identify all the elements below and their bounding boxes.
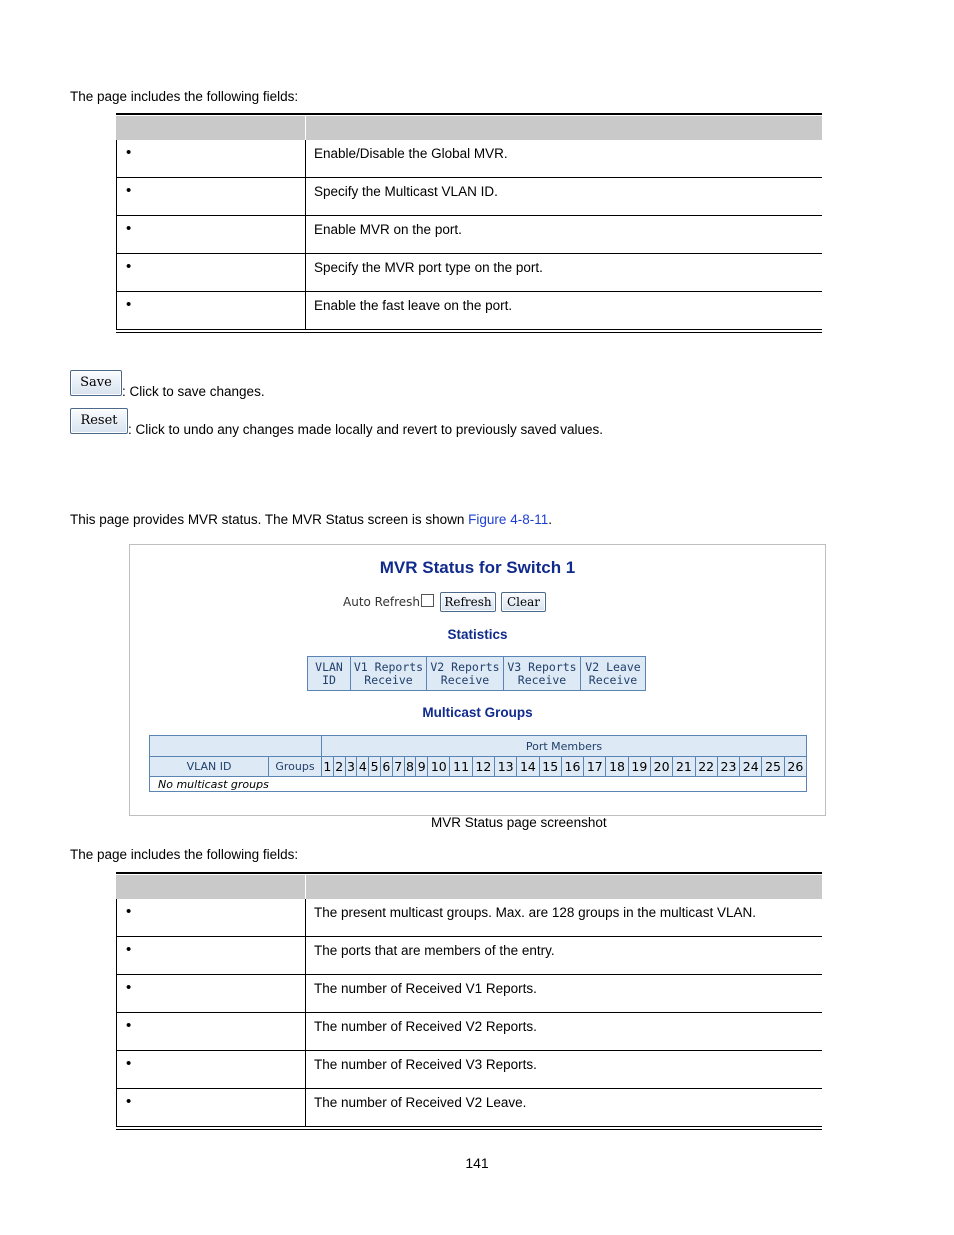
page-number: 141: [465, 1155, 489, 1171]
field-desc: Enable MVR on the port.: [314, 222, 462, 237]
field-desc: The number of Received V1 Reports.: [314, 981, 537, 996]
page-title: MVR Status for Switch 1: [379, 558, 576, 577]
fields-table-1: [116, 113, 822, 333]
field-desc: The number of Received V2 Reports.: [314, 1019, 537, 1034]
port-15: 15: [539, 757, 561, 777]
field-desc: The present multicast groups. Max. are 128 groups in the multicast VLAN.: [314, 905, 756, 920]
port-26: 26: [784, 757, 806, 777]
figure-caption: MVR Status page screenshot: [431, 815, 607, 830]
port-14: 14: [517, 757, 539, 777]
port-3: 3: [345, 757, 357, 777]
bullet: •: [126, 1093, 132, 1110]
col-v2-reports: V2 Reports Receive: [427, 657, 504, 691]
bullet: •: [126, 1055, 132, 1072]
table-row: [116, 1013, 822, 1051]
port-10: 10: [428, 757, 450, 777]
bullet: •: [126, 220, 132, 237]
intro-text-2: The page includes the following fields:: [70, 847, 299, 862]
port-24: 24: [740, 757, 762, 777]
port-21: 21: [673, 757, 695, 777]
table-row: [116, 899, 822, 937]
port-6: 6: [380, 757, 392, 777]
auto-refresh-checkbox[interactable]: [421, 594, 434, 607]
vlan-id-header: VLAN ID: [150, 757, 269, 777]
field-desc: Enable/Disable the Global MVR.: [314, 146, 508, 161]
bullet: •: [126, 903, 132, 920]
no-groups-message: No multicast groups: [150, 777, 807, 792]
port-22: 22: [695, 757, 717, 777]
refresh-button[interactable]: Refresh: [440, 592, 496, 612]
clear-button[interactable]: Clear: [501, 592, 546, 612]
statistics-heading: Statistics: [447, 627, 508, 642]
table-row: [116, 1051, 822, 1089]
multicast-groups-table: [149, 735, 807, 792]
port-19: 19: [628, 757, 650, 777]
port-1: 1: [322, 757, 334, 777]
intro-text-1: The page includes the following fields:: [70, 89, 299, 104]
port-8: 8: [404, 757, 416, 777]
save-button[interactable]: Save: [70, 370, 122, 396]
table-row: [116, 178, 822, 216]
table-header: [116, 115, 822, 140]
bullet: •: [126, 979, 132, 996]
port-2: 2: [333, 757, 345, 777]
statistics-table: [307, 656, 646, 691]
port-13: 13: [495, 757, 517, 777]
port-23: 23: [717, 757, 739, 777]
bullet: •: [126, 296, 132, 313]
table-row: [116, 937, 822, 975]
table-row: [116, 1089, 822, 1127]
status-paragraph: This page provides MVR status. The MVR Status screen is shown Figure 4-8-11.: [70, 512, 552, 527]
bullet: •: [126, 1017, 132, 1034]
table-row: [116, 254, 822, 292]
col-v1-reports: V1 Reports Receive: [351, 657, 427, 691]
port-11: 11: [450, 757, 472, 777]
field-desc: Specify the Multicast VLAN ID.: [314, 184, 498, 199]
table-row: [116, 140, 822, 178]
save-description: : Click to save changes.: [122, 384, 265, 399]
port-16: 16: [561, 757, 583, 777]
field-desc: The ports that are members of the entry.: [314, 943, 555, 958]
field-desc: The number of Received V3 Reports.: [314, 1057, 537, 1072]
multicast-groups-heading: Multicast Groups: [422, 705, 533, 720]
reset-description: : Click to undo any changes made locally and revert to previously saved values.: [128, 422, 604, 437]
port-4: 4: [357, 757, 369, 777]
figure-link[interactable]: Figure 4-8-11: [468, 512, 549, 527]
bullet: •: [126, 144, 132, 161]
port-5: 5: [369, 757, 381, 777]
groups-header: Groups: [269, 757, 322, 777]
field-desc: The number of Received V2 Leave.: [314, 1095, 527, 1110]
port-12: 12: [472, 757, 494, 777]
col-vlan-id: VLAN ID: [308, 657, 351, 691]
port-18: 18: [606, 757, 628, 777]
port-9: 9: [416, 757, 428, 777]
port-17: 17: [584, 757, 606, 777]
table-row: [116, 975, 822, 1013]
field-desc: Enable the fast leave on the port.: [314, 298, 513, 313]
port-members-header: Port Members: [322, 736, 807, 757]
mvr-status-screenshot: [129, 544, 826, 816]
port-7: 7: [392, 757, 404, 777]
auto-refresh-label: Auto Refresh: [343, 595, 420, 609]
table-row: [116, 216, 822, 254]
port-20: 20: [650, 757, 672, 777]
field-desc: Specify the MVR port type on the port.: [314, 260, 543, 275]
table-row: [116, 292, 822, 330]
port-25: 25: [762, 757, 784, 777]
bullet: •: [126, 258, 132, 275]
reset-button[interactable]: Reset: [70, 408, 128, 434]
table-header: [116, 874, 822, 899]
bullet: •: [126, 182, 132, 199]
fields-table-2: [116, 872, 822, 1130]
bullet: •: [126, 941, 132, 958]
col-v2-leave: V2 Leave Receive: [581, 657, 646, 691]
col-v3-reports: V3 Reports Receive: [504, 657, 581, 691]
